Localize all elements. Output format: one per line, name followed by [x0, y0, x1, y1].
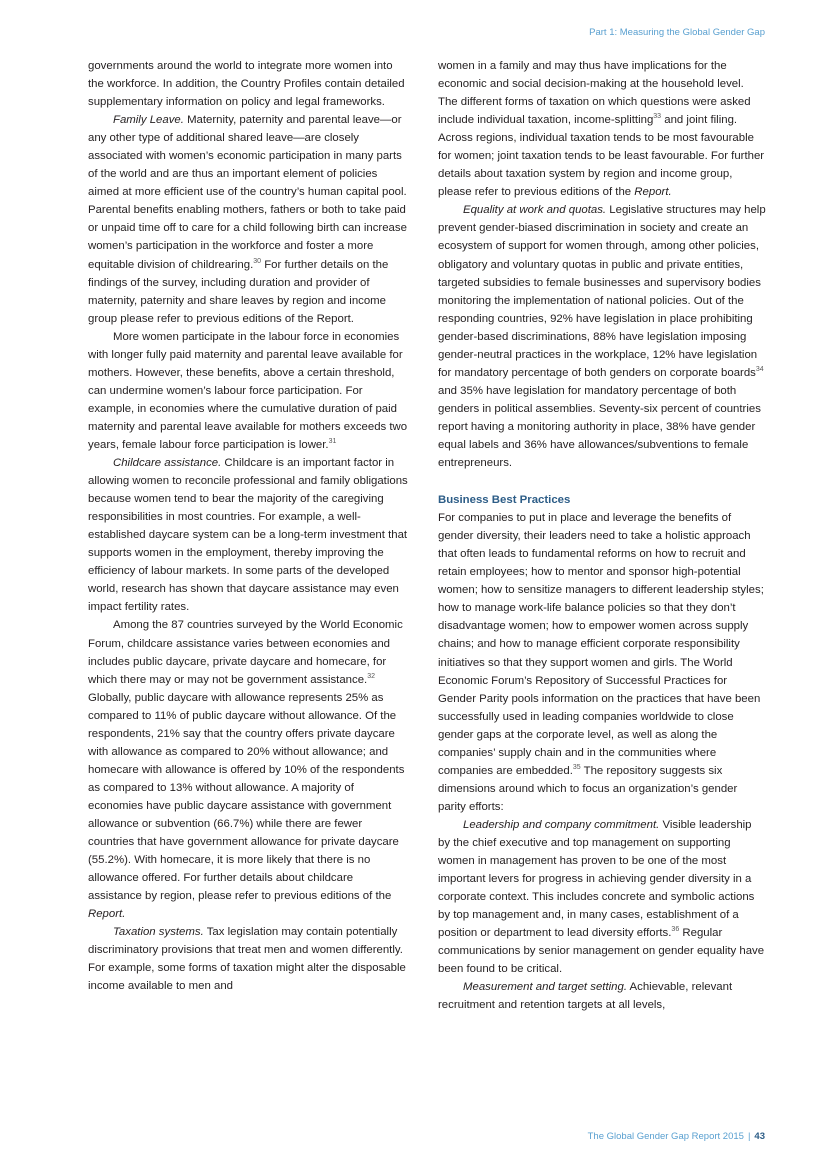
page-footer [588, 1131, 765, 1142]
paragraph-childcare [88, 454, 410, 616]
paragraph-text: women in a family and may thus have implications for the economic and social decision-making at the household level. The different forms of taxation on which questions were asked include individual taxation, income-splitting [438, 60, 751, 127]
run-in-heading: Leadership and company commitment. [463, 818, 660, 831]
paragraph [88, 616, 410, 923]
run-in-heading: Measurement and target setting. [463, 981, 627, 994]
paragraph-measurement [438, 978, 766, 1014]
paragraph-family-leave [88, 111, 410, 328]
paragraph-text: For further details on the findings of the survey, including duration and provider of maternity, paternity and share leaves by region and income group please refer to previous editions of the Report. [88, 258, 389, 325]
run-in-heading: Childcare assistance. [113, 457, 222, 470]
section-heading: Business Best Practices [438, 494, 571, 507]
paragraph [88, 328, 410, 454]
footer-separator: | [747, 1131, 751, 1142]
footnote-ref: 30 [253, 257, 262, 265]
paragraph-text: Childcare is an important factor in allowing women to reconcile professional and family obligations because women tend to bear the majority of the caregiving responsibilities in most countries. For example, a well-established daycare system can be a long-term investment that supports women in the employment, thereby improving the efficiency of labour markets. In some parts of the developed world, research has shown that daycare assistance may even impact fertility rates. [88, 457, 408, 614]
paragraph [438, 57, 766, 201]
paragraph-text: The repository suggests six dimensions around which to focus an organization’s gender parity efforts: [438, 764, 738, 813]
footnote-ref: 33 [653, 113, 662, 121]
page-number: 43 [754, 1131, 765, 1142]
paragraph-equality [438, 201, 766, 472]
report-title: Report. [634, 186, 672, 199]
paragraph-text: Legislative structures may help prevent gender-biased discrimination in society and create an ecosystem of support for women through, among other policies, obligatory and voluntary quotas in public and private entities, targeted subsidies to female businesses and supervisory bodies monitoring the implementation of national policies. Out of the responding countries, 92% have legislation in place prohibiting gender-based discriminations, 88% have legislation imposing gender-neutral practices in the workplace, 12% have legislation for mandatory percentage of both genders on corporate boards [438, 204, 766, 379]
paragraph [438, 509, 766, 816]
run-in-heading: Equality at work and quotas. [463, 204, 607, 217]
run-in-heading: Family Leave. [113, 114, 184, 127]
paragraph: governments around the world to integrate more women into the workforce. In addition, the Country Profiles contain detailed supplementary information on policy and legal frameworks. [88, 60, 405, 109]
report-title: Report. [88, 908, 126, 921]
footnote-ref: 31 [328, 438, 337, 446]
paragraph-text: More women participate in the labour force in economies with longer fully paid maternity and parental leave available for mothers. However, these benefits, above a certain threshold, can undermine women’s labour force participation. For example, in economies where the cumulative duration of paid maternity and parental leave available for mothers exceeds two years, female labour force participation is lower. [88, 330, 408, 451]
paragraph-taxation [88, 923, 410, 995]
run-in-heading: Taxation systems. [113, 926, 204, 939]
report-name: The Global Gender Gap Report 2015 [587, 1131, 744, 1142]
paragraph-text: Achievable, relevant recruitment and retention targets at all levels, [438, 981, 733, 1012]
running-header: Part 1: Measuring the Global Gender Gap [589, 27, 765, 38]
paragraph-text: Maternity, paternity and parental leave—or any other type of additional shared leave—are closely associated with women’s economic participation in many parts of the world and are thus an important element of policies aimed at more efficient use of the country’s human capital pool. Parental benefits enabling mothers, fathers or both to take paid or unpaid time off to care for a child following birth can increase women’s participation in the workforce and foster a more equitable division of childrearing. [88, 114, 407, 271]
paragraph-text: and joint filing. Across regions, individual taxation tends to be most favourable for women; joint taxation tends to be least favourable. For further details about taxation system by region and income group, please refer to previous editions of the [438, 114, 765, 199]
footnote-ref: 34 [755, 366, 764, 373]
left-column [88, 57, 410, 995]
paragraph-text: For companies to put in place and leverage the benefits of gender diversity, their leaders need to take a holistic approach that often leads to fundamental reforms on how to recruit and retain employees; how to mentor and sponsor high-potential women; how to sensitize managers to different leadership styles; how to manage work-life balance policies so that they don’t disadvantage women; how to empower women across supply chains; and how to manage efficient corporate responsibility initiatives so that they support women and girls. The World Economic Forum’s Repository of Successful Practices for Gender Parity pools information on the practices that have been successfully used in leading companies worldwide to close gender gaps at the corporate level, as well as along the companies’ supply chain and in the communities where companies are embedded. [438, 512, 764, 777]
paragraph-text: Among the 87 countries surveyed by the World Economic Forum, childcare assistance varies between economies and includes public daycare, private daycare and homecare, for which there may or may not be government assistance. [88, 619, 403, 686]
right-column [438, 57, 766, 1014]
footnote-ref: 32 [367, 672, 376, 680]
footnote-ref: 36 [671, 926, 680, 934]
paragraph-text: Globally, public daycare with allowance represents 25% as compared to 11% of public daycare without allowance. Of the respondents, 21% say that the country offers private daycare with allowance as compared to 20% without allowance; and homecare with allowance is offered by 10% of the respondents as compared to 13% without allowance. A majority of economies have public daycare assistance with government allowance or subvention (66.7%) while there are fewer countries that have government allowance for private daycare (55.2%). With homecare, it is more likely that there is no allowance offered. For further details about childcare assistance by region, please refer to previous editions of the [88, 691, 405, 903]
paragraph-text: Visible leadership by the chief executive and top management on supporting women in management has proven to be one of the most important levers for progress in achieving gender diversity in a corporate context. This includes concrete and symbolic actions by top management and, in many cases, establishment of a position or department to lead diversity efforts. [438, 818, 755, 940]
paragraph-text: Regular communications by senior management on gender equality have been found to be critical. [438, 927, 765, 976]
paragraph-text: and 35% have legislation for mandatory percentage of both genders in political assemblies. Seventy-six percent of countries report having a monitoring authority in place, 38% have gender equal labels and 36% have allowances/subventions to female entrepreneurs. [438, 384, 761, 470]
paragraph-leadership [438, 816, 766, 978]
paragraph-text: Tax legislation may contain potentially discriminatory provisions that treat men and women differently. For example, some forms of taxation might alter the disposable income available to men and [88, 926, 406, 993]
footnote-ref: 35 [572, 763, 581, 771]
